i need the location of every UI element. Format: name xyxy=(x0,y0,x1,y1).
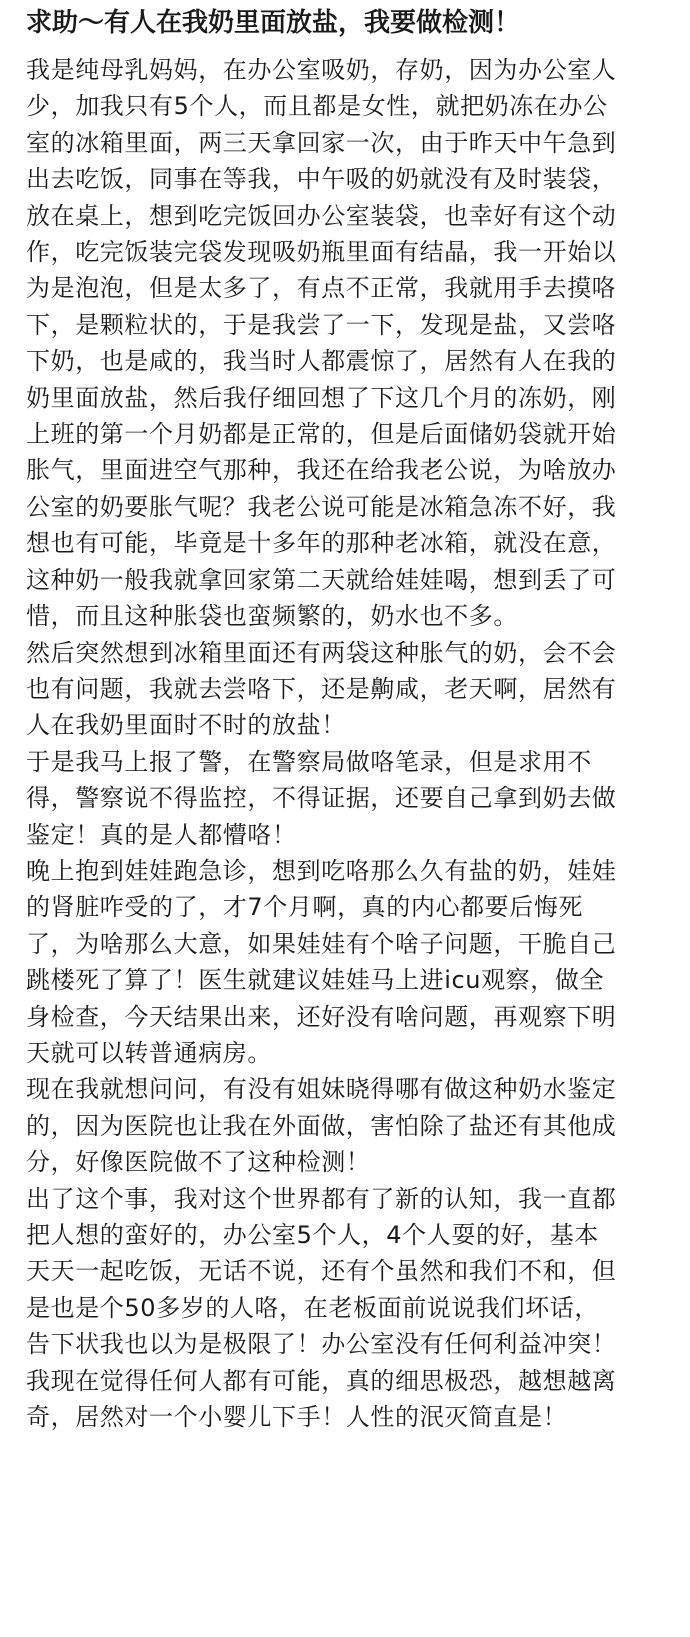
paragraph-line: 放在桌上，想到吃完饭回办公室装袋，也幸好有这个动 xyxy=(26,201,617,230)
post-title: 求助～有人在我奶里面放盐，我要做检测！ xyxy=(26,8,521,38)
post-paragraph xyxy=(26,635,674,744)
paragraph-line: 跳楼死了算了！医生就建议娃娃马上进icu观察，做全 xyxy=(26,966,605,995)
paragraph-line: 这种奶一般我就拿回家第二天就给娃娃喝，想到丢了可 xyxy=(26,565,617,594)
paragraph-line: 我是纯母乳妈妈，在办公室吸奶，存奶，因为办公室人 xyxy=(26,56,617,84)
paragraph-line: 奇，居然对一个小婴儿下手！人性的泯灭简直是！ xyxy=(26,1403,568,1432)
paragraph-line: 分，好像医院做不了这种检测！ xyxy=(26,1148,371,1177)
paragraph-line: 把人想的蛮好的，办公室5个人，4个人耍的好，基本 xyxy=(26,1221,599,1249)
post-paragraph xyxy=(26,52,674,635)
post-paragraph xyxy=(26,853,674,1071)
paragraph-line: 的，因为医院也让我在外面做，害怕除了盐还有其他成 xyxy=(26,1111,617,1140)
paragraph-line: 鉴定！真的是人都懵咯！ xyxy=(26,820,297,849)
paragraph-line: 现在我就想问问，有没有姐妹晓得哪有做这种奶水鉴定 xyxy=(26,1075,617,1104)
paragraph-line: 出去吃饭，同事在等我，中午吸的奶就没有及时装袋， xyxy=(26,165,617,194)
paragraph-line: 出了这个事，我对这个世界都有了新的认知，我一直都 xyxy=(26,1184,617,1213)
paragraph-line: 上班的第一个月奶都是正常的，但是后面储奶袋就开始 xyxy=(26,420,617,449)
paragraph-line: 作，吃完饭装完袋发现吸奶瓶里面有结晶，我一开始以 xyxy=(26,238,617,267)
paragraph-line: 的肾脏咋受的了，才7个月啊，真的内心都要后悔死 xyxy=(26,893,584,922)
post-paragraph xyxy=(26,1071,674,1180)
paragraph-line: 奶里面放盐，然后我仔细回想了下这几个月的冻奶，刚 xyxy=(26,383,617,412)
post-body xyxy=(26,52,674,1435)
paragraph-line: 是也是个50多岁的人咯，在老板面前说说我们坏话， xyxy=(26,1293,599,1322)
post-paragraph xyxy=(26,1181,674,1436)
paragraph-line: 然后突然想到冰箱里面还有两袋这种胀气的奶，会不会 xyxy=(26,638,617,667)
paragraph-line: 于是我马上报了警，在警察局做咯笔录，但是求用不 xyxy=(26,747,592,776)
paragraph-line: 得，警察说不得监控，不得证据，还要自己拿到奶去做 xyxy=(26,784,617,813)
paragraph-line: 胀气，里面进空气那种，我还在给我老公说，为啥放办 xyxy=(26,456,617,485)
paragraph-line: 惜，而且这种胀袋也蛮频繁的，奶水也不多。 xyxy=(26,602,518,631)
paragraph-line: 少，加我只有5个人，而且都是女性，就把奶冻在办公 xyxy=(26,92,608,121)
paragraph-line: 晚上抱到娃娃跑急诊，想到吃咯那么久有盐的奶，娃娃 xyxy=(26,856,617,885)
paragraph-line: 想也有可能，毕竟是十多年的那种老冰箱，就没在意， xyxy=(26,529,617,558)
paragraph-line: 天天一起吃饭，无话不说，还有个虽然和我们不和，但 xyxy=(26,1257,617,1286)
paragraph-line: 我现在觉得任何人都有可能，真的细思极恐，越想越离 xyxy=(26,1366,617,1395)
paragraph-line: 人在我奶里面时不时的放盐！ xyxy=(26,711,346,740)
paragraph-line: 告下状我也以为是极限了！办公室没有任何利益冲突！ xyxy=(26,1330,617,1359)
paragraph-line: 天就可以转普通病房。 xyxy=(26,1038,272,1067)
paragraph-line: 了，为啥那么大意，如果娃娃有个啥子问题，干脆自己 xyxy=(26,929,617,958)
paragraph-line: 也有问题，我就去尝咯下，还是齁咸，老天啊，居然有 xyxy=(26,674,617,703)
paragraph-line: 下，是颗粒状的，于是我尝了一下，发现是盐，又尝咯 xyxy=(26,310,617,339)
paragraph-line: 为是泡泡，但是太多了，有点不正常，我就用手去摸咯 xyxy=(26,274,617,303)
paragraph-line: 身检查，今天结果出来，还好没有啥问题，再观察下明 xyxy=(26,1002,617,1031)
paragraph-line: 下奶，也是咸的，我当时人都震惊了，居然有人在我的 xyxy=(26,347,617,376)
paragraph-line: 室的冰箱里面，两三天拿回家一次，由于昨天中午急到 xyxy=(26,128,617,157)
post-paragraph xyxy=(26,744,674,853)
paragraph-line: 公室的奶要胀气呢？我老公说可能是冰箱急冻不好，我 xyxy=(26,492,617,521)
